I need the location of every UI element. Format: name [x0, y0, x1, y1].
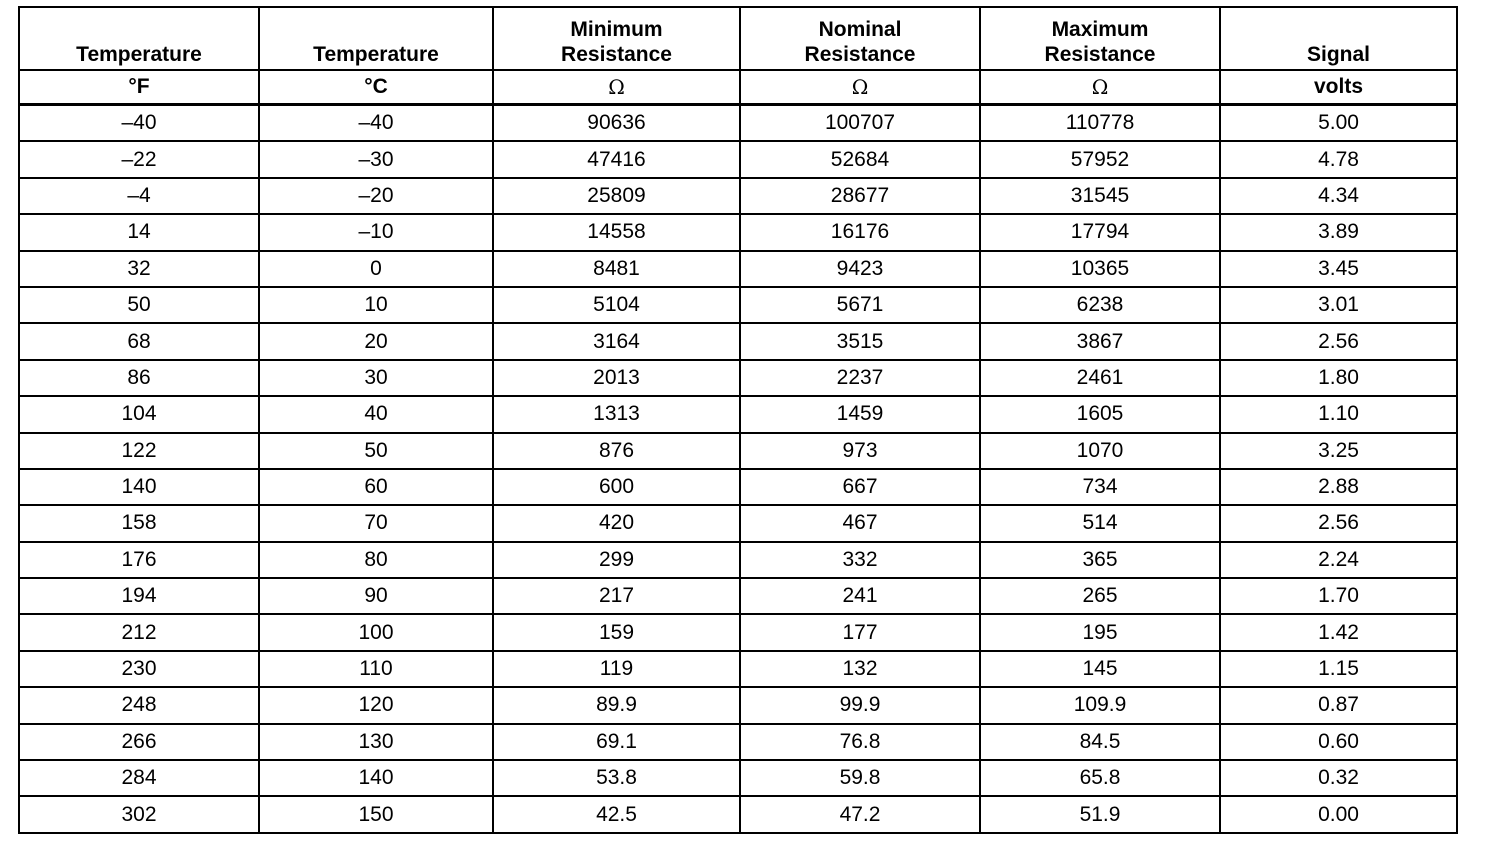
- cell-temp-f: –40: [19, 105, 259, 142]
- cell-temp-c: 120: [259, 687, 493, 723]
- cell-min-resistance: 3164: [493, 323, 740, 359]
- cell-signal: 1.42: [1220, 614, 1457, 650]
- cell-signal: 3.45: [1220, 251, 1457, 287]
- cell-temp-f: 140: [19, 469, 259, 505]
- cell-max-resistance: 84.5: [980, 724, 1220, 760]
- cell-temp-c: 20: [259, 323, 493, 359]
- cell-min-resistance: 89.9: [493, 687, 740, 723]
- cell-min-resistance: 42.5: [493, 796, 740, 832]
- table-row: [19, 360, 1457, 396]
- cell-temp-f: –22: [19, 141, 259, 177]
- cell-nominal-resistance: 100707: [740, 105, 980, 142]
- cell-signal: 0.87: [1220, 687, 1457, 723]
- table-row: [19, 178, 1457, 214]
- cell-temp-f: 248: [19, 687, 259, 723]
- cell-temp-f: 14: [19, 214, 259, 250]
- sensor-resistance-table: [18, 6, 1458, 834]
- table-row: [19, 578, 1457, 614]
- cell-nominal-resistance: 9423: [740, 251, 980, 287]
- cell-nominal-resistance: 99.9: [740, 687, 980, 723]
- cell-nominal-resistance: 47.2: [740, 796, 980, 832]
- table-row: [19, 251, 1457, 287]
- unit-ohm-min: Ω: [493, 70, 740, 105]
- cell-temp-c: 0: [259, 251, 493, 287]
- table-row: [19, 105, 1457, 142]
- table-row: [19, 433, 1457, 469]
- cell-temp-c: 40: [259, 396, 493, 432]
- cell-min-resistance: 25809: [493, 178, 740, 214]
- cell-min-resistance: 299: [493, 542, 740, 578]
- cell-signal: 4.78: [1220, 141, 1457, 177]
- cell-temp-f: 32: [19, 251, 259, 287]
- cell-nominal-resistance: 667: [740, 469, 980, 505]
- table-row: [19, 796, 1457, 832]
- cell-temp-c: –20: [259, 178, 493, 214]
- header-row: [19, 7, 1457, 70]
- cell-temp-c: 140: [259, 760, 493, 796]
- cell-signal: 3.01: [1220, 287, 1457, 323]
- unit-ohm-nominal: Ω: [740, 70, 980, 105]
- cell-signal: 0.32: [1220, 760, 1457, 796]
- header-signal: Signal: [1220, 7, 1457, 70]
- cell-nominal-resistance: 16176: [740, 214, 980, 250]
- cell-max-resistance: 2461: [980, 360, 1220, 396]
- table-row: [19, 287, 1457, 323]
- cell-signal: 1.15: [1220, 651, 1457, 687]
- cell-max-resistance: 365: [980, 542, 1220, 578]
- cell-min-resistance: 876: [493, 433, 740, 469]
- table-row: [19, 214, 1457, 250]
- table-row: [19, 760, 1457, 796]
- cell-temp-f: 68: [19, 323, 259, 359]
- table-row: [19, 542, 1457, 578]
- cell-temp-c: 130: [259, 724, 493, 760]
- cell-temp-f: 158: [19, 505, 259, 541]
- cell-max-resistance: 109.9: [980, 687, 1220, 723]
- cell-signal: 1.80: [1220, 360, 1457, 396]
- cell-min-resistance: 47416: [493, 141, 740, 177]
- header-temperature-f: Temperature: [19, 7, 259, 70]
- cell-min-resistance: 8481: [493, 251, 740, 287]
- cell-temp-c: –30: [259, 141, 493, 177]
- cell-nominal-resistance: 241: [740, 578, 980, 614]
- table-row: [19, 469, 1457, 505]
- cell-temp-c: 110: [259, 651, 493, 687]
- cell-nominal-resistance: 59.8: [740, 760, 980, 796]
- cell-temp-f: 302: [19, 796, 259, 832]
- cell-nominal-resistance: 973: [740, 433, 980, 469]
- cell-min-resistance: 420: [493, 505, 740, 541]
- header-maximum-resistance: Maximum Resistance: [980, 7, 1220, 70]
- cell-temp-f: 50: [19, 287, 259, 323]
- cell-max-resistance: 51.9: [980, 796, 1220, 832]
- cell-min-resistance: 5104: [493, 287, 740, 323]
- cell-max-resistance: 734: [980, 469, 1220, 505]
- cell-signal: 0.00: [1220, 796, 1457, 832]
- cell-temp-f: 266: [19, 724, 259, 760]
- header-nominal-resistance: Nominal Resistance: [740, 7, 980, 70]
- cell-nominal-resistance: 332: [740, 542, 980, 578]
- unit-celsius: °C: [259, 70, 493, 105]
- cell-temp-f: 284: [19, 760, 259, 796]
- cell-min-resistance: 1313: [493, 396, 740, 432]
- cell-min-resistance: 159: [493, 614, 740, 650]
- cell-signal: 2.88: [1220, 469, 1457, 505]
- cell-temp-c: 50: [259, 433, 493, 469]
- cell-signal: 2.56: [1220, 505, 1457, 541]
- table-row: [19, 323, 1457, 359]
- table-row: [19, 614, 1457, 650]
- cell-nominal-resistance: 5671: [740, 287, 980, 323]
- cell-signal: 2.56: [1220, 323, 1457, 359]
- cell-temp-f: 194: [19, 578, 259, 614]
- cell-nominal-resistance: 177: [740, 614, 980, 650]
- table-row: [19, 141, 1457, 177]
- table-row: [19, 651, 1457, 687]
- cell-min-resistance: 90636: [493, 105, 740, 142]
- cell-min-resistance: 119: [493, 651, 740, 687]
- cell-nominal-resistance: 76.8: [740, 724, 980, 760]
- cell-max-resistance: 1070: [980, 433, 1220, 469]
- header-minimum-resistance: Minimum Resistance: [493, 7, 740, 70]
- cell-max-resistance: 57952: [980, 141, 1220, 177]
- cell-temp-c: 90: [259, 578, 493, 614]
- cell-temp-c: 80: [259, 542, 493, 578]
- cell-temp-f: 104: [19, 396, 259, 432]
- cell-nominal-resistance: 467: [740, 505, 980, 541]
- cell-temp-c: –10: [259, 214, 493, 250]
- unit-fahrenheit: °F: [19, 70, 259, 105]
- cell-temp-f: 86: [19, 360, 259, 396]
- cell-signal: 4.34: [1220, 178, 1457, 214]
- cell-nominal-resistance: 1459: [740, 396, 980, 432]
- cell-nominal-resistance: 2237: [740, 360, 980, 396]
- cell-signal: 1.10: [1220, 396, 1457, 432]
- cell-signal: 0.60: [1220, 724, 1457, 760]
- cell-max-resistance: 110778: [980, 105, 1220, 142]
- cell-temp-c: 70: [259, 505, 493, 541]
- table-row: [19, 505, 1457, 541]
- table-row: [19, 396, 1457, 432]
- cell-min-resistance: 69.1: [493, 724, 740, 760]
- cell-max-resistance: 195: [980, 614, 1220, 650]
- table-header: [19, 7, 1457, 105]
- cell-temp-f: 176: [19, 542, 259, 578]
- cell-signal: 3.89: [1220, 214, 1457, 250]
- cell-max-resistance: 514: [980, 505, 1220, 541]
- cell-max-resistance: 31545: [980, 178, 1220, 214]
- cell-temp-c: 100: [259, 614, 493, 650]
- cell-max-resistance: 145: [980, 651, 1220, 687]
- cell-temp-c: 150: [259, 796, 493, 832]
- cell-temp-f: 212: [19, 614, 259, 650]
- cell-min-resistance: 217: [493, 578, 740, 614]
- cell-max-resistance: 265: [980, 578, 1220, 614]
- cell-min-resistance: 600: [493, 469, 740, 505]
- cell-signal: 2.24: [1220, 542, 1457, 578]
- cell-max-resistance: 1605: [980, 396, 1220, 432]
- cell-max-resistance: 6238: [980, 287, 1220, 323]
- cell-nominal-resistance: 3515: [740, 323, 980, 359]
- cell-max-resistance: 65.8: [980, 760, 1220, 796]
- cell-nominal-resistance: 52684: [740, 141, 980, 177]
- table-row: [19, 724, 1457, 760]
- header-temperature-c: Temperature: [259, 7, 493, 70]
- cell-signal: 5.00: [1220, 105, 1457, 142]
- cell-temp-c: 60: [259, 469, 493, 505]
- cell-nominal-resistance: 28677: [740, 178, 980, 214]
- unit-ohm-max: Ω: [980, 70, 1220, 105]
- units-row: [19, 70, 1457, 105]
- cell-min-resistance: 53.8: [493, 760, 740, 796]
- cell-signal: 1.70: [1220, 578, 1457, 614]
- cell-temp-f: –4: [19, 178, 259, 214]
- cell-temp-f: 230: [19, 651, 259, 687]
- cell-temp-f: 122: [19, 433, 259, 469]
- cell-min-resistance: 14558: [493, 214, 740, 250]
- cell-max-resistance: 10365: [980, 251, 1220, 287]
- cell-temp-c: 10: [259, 287, 493, 323]
- cell-signal: 3.25: [1220, 433, 1457, 469]
- unit-volts: volts: [1220, 70, 1457, 105]
- cell-min-resistance: 2013: [493, 360, 740, 396]
- cell-max-resistance: 17794: [980, 214, 1220, 250]
- cell-temp-c: –40: [259, 105, 493, 142]
- cell-temp-c: 30: [259, 360, 493, 396]
- cell-nominal-resistance: 132: [740, 651, 980, 687]
- sensor-resistance-table-container: [18, 6, 1456, 834]
- cell-max-resistance: 3867: [980, 323, 1220, 359]
- table-body: [19, 105, 1457, 833]
- table-row: [19, 687, 1457, 723]
